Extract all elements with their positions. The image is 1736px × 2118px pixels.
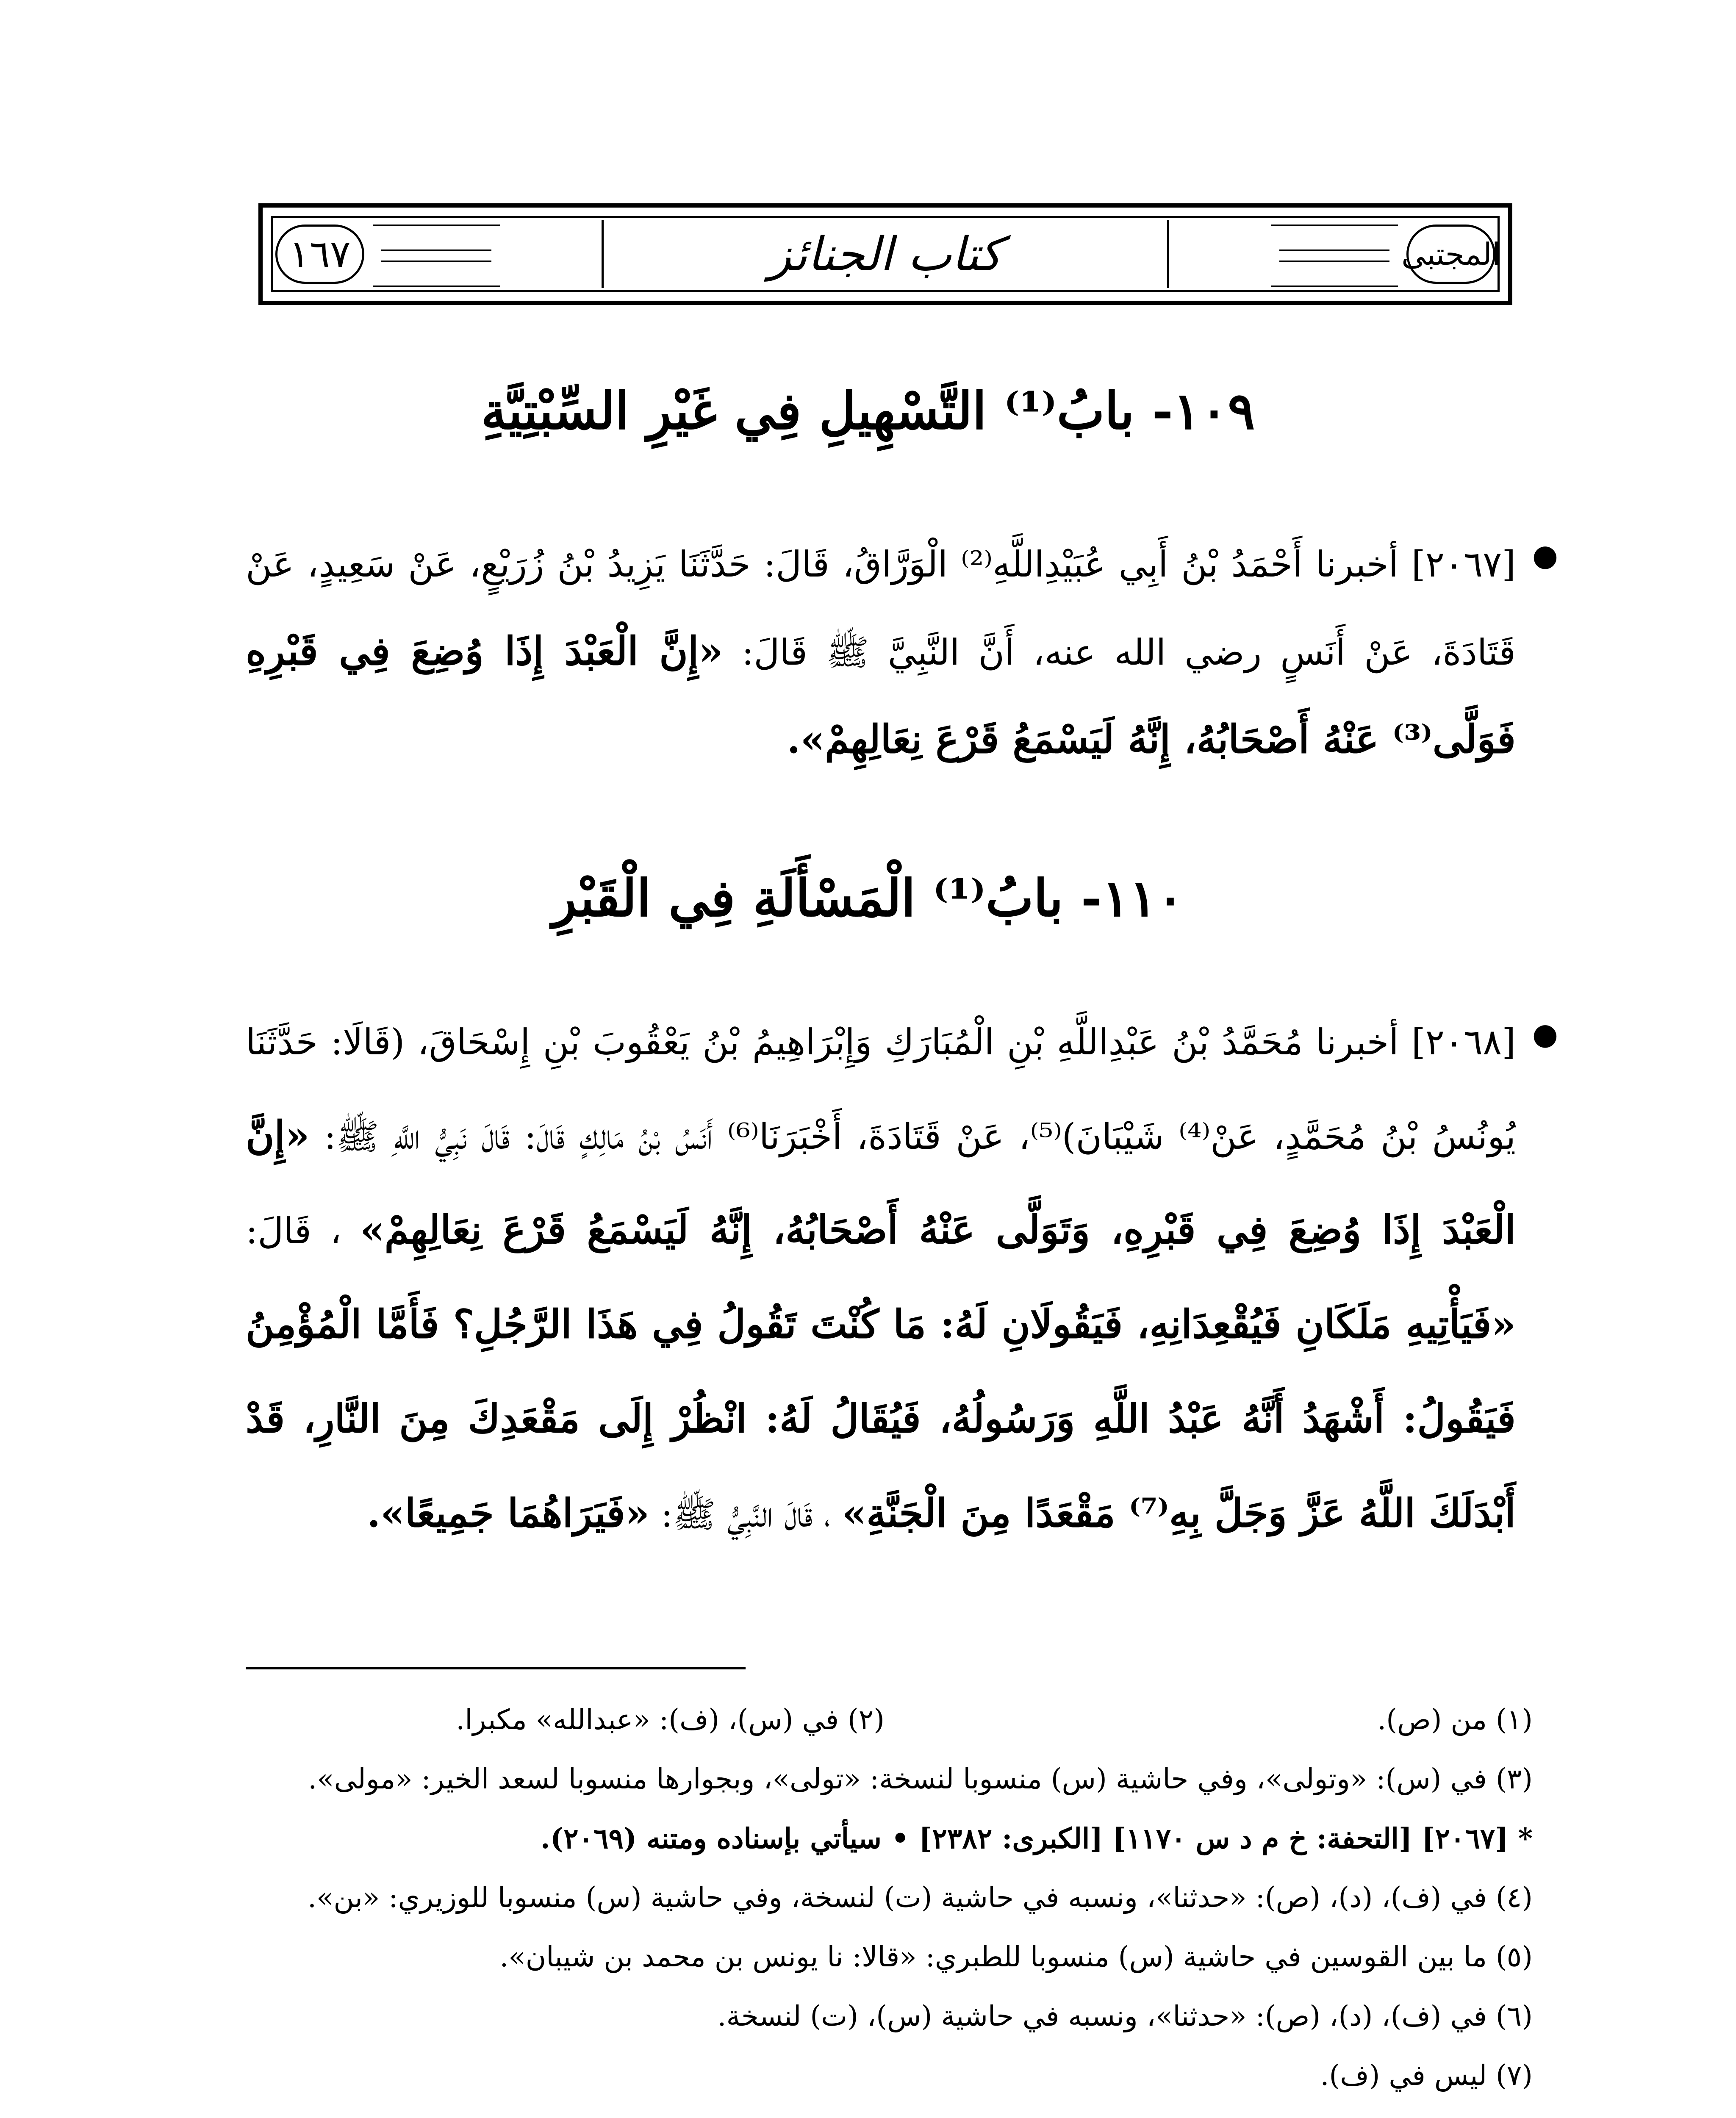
- hadith-matn-2: «فَيَأْتِيهِ مَلَكَانِ فَيُقْعِدَانِهِ، فَيَقُولَانِ لَهُ: مَا كُنْتَ تَقُولُ فِي هَذَا الرَّجُلِ؟ فَأَمَّا الْمُؤْمِنُ فَيَقُولُ: أَشْهَدُ أَنَّهُ عَبْدُ اللَّهِ وَرَسُولُهُ، فَيُقَالُ لَهُ: انْظُرْ إِلَى مَقْعَدِكَ مِنَ النَّارِ، قَدْ أَبْدَلَكَ اللَّهُ عَزَّ وَجَلَّ بِهِ⁽⁷⁾ مَقْعَدًا مِنَ الْجَنَّةِ»: [246, 1301, 1516, 1536]
- footnote-5: (٥) ما بين القوسين في حاشية (س) منسوبا للطبري: «قالا: نا يونس بن محمد بن شيبان».: [499, 1941, 1533, 1973]
- hadith-number: [٢٠٦٧]: [1411, 543, 1516, 585]
- footnote-6: (٦) في (ف)، (د)، (ص): «حدثنا»، ونسبه في حاشية (س)، (ت) لنسخة.: [717, 2000, 1533, 2032]
- takhrij-2068: [246, 2105, 1533, 2118]
- ornament-left: [373, 225, 500, 287]
- hadith-isnad: أخبرنا مُحَمَّدُ بْنُ عَبْدِاللَّهِ بْنِ الْمُبَارَكِ وَإِبْرَاهِيمُ بْنُ يَعْقُوبَ بْنِ إِسْحَاقَ، (قَالَا: حَدَّثَنَا يُونُسُ بْنُ مُحَمَّدٍ، عَنْ⁽⁴⁾ شَيْبَانَ)⁽⁵⁾، عَنْ قَتَادَةَ، أَخْبَرَنَا⁽⁶⁾ أَنَسُ بْنُ مَالِكٍ قَالَ: قَالَ نَبِيُّ اللَّهِ ﷺ:: [246, 1021, 1516, 1157]
- hadith-matn-3: «فَيَرَاهُمَا جَمِيعًا».: [367, 1490, 650, 1536]
- footnote-7: (٧) ليس في (ف).: [1320, 2059, 1533, 2092]
- hadith-2068: [246, 995, 1516, 1561]
- hadith-matn-1: «إِنَّ الْعَبْدَ إِذَا وُضِعَ فِي قَبْرِهِ، وَتَوَلَّى عَنْهُ أَصْحَابُهُ، إِنَّهُ لَيَسْمَعُ قَرْعَ نِعَالِهِمْ»: [246, 1112, 1516, 1253]
- footnotes: [246, 1690, 1533, 2118]
- book-logo: المجتبى: [1406, 225, 1495, 284]
- takhrij-2067: * [٢٠٦٧] [التحفة: خ م د س ١١٧٠] [الكبرى: ٢٣٨٢] • سيأتي بإسناده ومتنه (٢٠٦٩).: [540, 1822, 1533, 1855]
- hadith-isnad: أخبرنا أَحْمَدُ بْنُ أَبِي عُبَيْدِاللَّهِ⁽²⁾ الْوَرَّاقُ، قَالَ: حَدَّثَنَا يَزِيدُ بْنُ زُرَيْعٍ، عَنْ سَعِيدٍ، عَنْ قَتَادَةَ، عَنْ أَنَسٍ رضي الله عنه، أَنَّ النَّبِيَّ ﷺ قَالَ:: [246, 543, 1516, 673]
- ornament-right: [1271, 225, 1398, 287]
- bullet-icon: ●: [1532, 1017, 1558, 1051]
- footnote-3: (٣) في (س): «وتولى»، وفي حاشية (س) منسوبا لنسخة: «تولى»، وبجوارها منسوبا لسعد الخير: «مولى».: [308, 1763, 1533, 1795]
- chapter-heading-110: ١١٠- بابُ⁽¹⁾ الْمَسْأَلَةِ فِي الْقَبْرِ: [552, 868, 1184, 928]
- chapter-heading-109: ١٠٩- بابُ⁽¹⁾ التَّسْهِيلِ فِي غَيْرِ السِّبْتِيَّةِ: [481, 381, 1255, 441]
- hadith-connector: ، قَالَ:: [246, 1210, 342, 1252]
- footnote-4: (٤) في (ف)، (د)، (ص): «حدثنا»، ونسبه في حاشية (ت) لنسخة، وفي حاشية (س) منسوبا للوزيري: «بن».: [307, 1881, 1533, 1914]
- footnote-1: (١) من (ص).: [1377, 1703, 1533, 1736]
- hadith-2067: [246, 521, 1516, 784]
- page-header: [258, 203, 1512, 305]
- hadith-matn: «إِنَّ الْعَبْدَ إِذَا وُضِعَ فِي قَبْرِهِ فَوَلَّى⁽³⁾ عَنْهُ أَصْحَابُهُ، إِنَّهُ لَيَسْمَعُ قَرْعَ نِعَالِهِمْ».: [246, 628, 1516, 762]
- footnote-2: (٢) في (س)، (ف): «عبدالله» مكبرا.: [456, 1703, 885, 1736]
- hadith-number: [٢٠٦٨]: [1411, 1021, 1516, 1063]
- hadith-connector: ، قَالَ النَّبِيُّ ﷺ:: [660, 1494, 831, 1535]
- footnote-row: [246, 1690, 1533, 1749]
- book-title: كتاب الجنائز: [602, 220, 1169, 288]
- page-number: ١٦٧: [275, 225, 364, 284]
- bullet-icon: ●: [1532, 538, 1558, 573]
- footnote-divider: [246, 1667, 746, 1669]
